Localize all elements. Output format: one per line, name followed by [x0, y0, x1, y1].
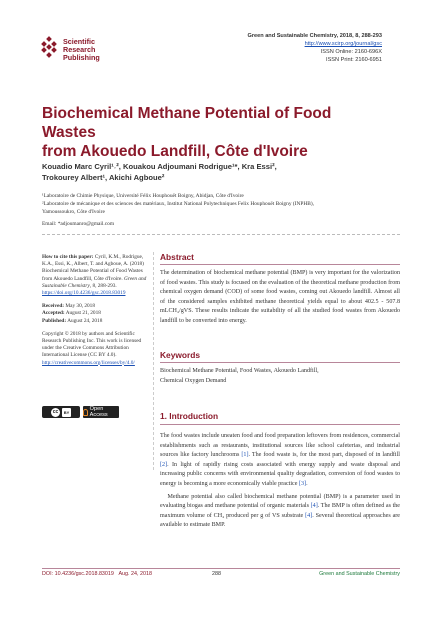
accepted-label: Accepted: — [42, 310, 65, 317]
publisher-name — [63, 38, 100, 62]
footer-journal: Green and Sustainable Chemistry — [319, 571, 400, 577]
reference-link[interactable]: [4] — [305, 512, 313, 519]
introduction-body — [160, 432, 400, 534]
license-badges — [42, 406, 119, 418]
column-divider — [153, 252, 154, 470]
dates — [42, 303, 150, 325]
publisher-name-line: Scientific — [63, 37, 95, 46]
issn-online: ISSN Online: 2160-696X — [320, 49, 382, 55]
keywords-line: Biochemical Methane Potential, Food Wastes, Akouedo Landfill, — [160, 368, 319, 374]
reference-link[interactable]: [3] — [298, 480, 307, 487]
article-title — [42, 104, 382, 161]
article-title-line: Biochemical Methane Potential of Food Wastes — [42, 105, 332, 141]
license-link[interactable]: http://creativecommons.org/licenses/by/4.0/ — [42, 359, 135, 366]
copyright — [42, 331, 150, 367]
keywords-list — [160, 367, 400, 386]
abstract-rule — [160, 264, 400, 265]
affiliation-2: ²Laboratoire de mécanique et des sciences des matériaux, Institut National Polytechniques Felix Houphouët Boigny (INPHB), — [42, 201, 314, 208]
page-number: 288 — [212, 571, 221, 577]
open-lock-icon — [83, 409, 88, 416]
introduction-heading: 1. Introduction — [160, 411, 219, 421]
cite-label: How to cite this paper: — [42, 254, 94, 260]
issn-print: ISSN Print: 2160-6951 — [326, 57, 382, 63]
text-run: Methane potential also called biochemical methane potential (BMP) is a parameter used in evaluating biogas and methane potential of organic materials — [160, 493, 400, 510]
open-access-label: Open Access — [89, 406, 108, 418]
author-list — [42, 161, 372, 183]
introduction-rule — [160, 424, 400, 425]
text-run: . The food waste is, for the most part, disposed of in landfill — [248, 452, 400, 459]
keywords-line: Chemical Oxygen Demand — [160, 377, 227, 384]
text-run: . In light of rapidly rising costs associated with energy supply and waste disposal and increasing public concerns with environmental quality degradation, conversion of food wastes to energy is becoming a more economically viable practice — [160, 461, 400, 487]
cc-by-badge[interactable] — [42, 406, 80, 418]
paragraph — [160, 493, 400, 531]
paragraph — [160, 432, 400, 490]
publisher-name-line: Publishing — [63, 53, 100, 62]
corresponding-email: Email: *adjoumanro@gmail.com — [42, 220, 115, 227]
abstract-heading: Abstract — [160, 252, 194, 262]
cc-icon: cc — [52, 409, 59, 415]
footer-rule — [42, 568, 400, 569]
reference-link[interactable]: [2] — [160, 461, 168, 468]
reference-link[interactable]: [1] — [241, 452, 249, 459]
abstract-text: The determination of biochemical methane potential (BMP) is very important for the valorization of food wastes. This study is focused on the evaluation of the theoretical methane production from chemical oxygen demand (COD) of some food wastes, coming out Akouedo landfill. Almost all of the considered samples exhibited methane theoretical yields equal to about 402.5 - 507.8 mLCH₄/gVS. These results indicate the suitability of all the studied food wastes from Akouedo landfill to be converted into energy. — [160, 270, 400, 324]
open-access-badge[interactable] — [83, 406, 119, 418]
keywords-rule — [160, 362, 400, 363]
text-run: The food wastes include uneaten food and food preparation leftovers from residences, commercial establishments such as restaurants, institutional sources like school cafeterias, and industrial sources like factory lunchrooms — [160, 433, 400, 459]
accepted-date: August 21, 2018 — [65, 310, 101, 317]
affiliation-1: ¹Laboratoire de Chimie Physique, Université Félix Houphouët Boigny, Abidjan, Côte d'Ivoire — [42, 193, 244, 199]
received-date: May 30, 2018 — [65, 303, 95, 310]
publisher-logo-icon — [38, 36, 60, 58]
text-run: . — [306, 480, 308, 487]
footer-doi — [42, 571, 152, 577]
text-run: . The BMP is often defined as the maximum volume of CH₄ produced per g of VS substrate — [160, 503, 401, 519]
published-label: Published: — [42, 317, 67, 324]
article-title-line: from Akouedo Landfill, Côte d'Ivoire — [42, 143, 308, 160]
affiliation-2-cont: Yamoussoukro, Côte d'Ivoire — [42, 209, 105, 216]
cite-text: Cyril, K.M., Rodrigue, K.A., Essi, K., Albert, T. and Agboue, A. (2018) Biochemical Methane Potential of Food Wastes from Akouedo Landfill, Côte d'Ivoire. — [42, 254, 144, 282]
reference-link[interactable]: [4] — [310, 503, 318, 510]
received-label: Received: — [42, 303, 65, 310]
text-run: . Several theoretical approaches are available to estimate BMP. — [160, 512, 401, 529]
journal-url-link[interactable]: http://www.scirp.org/journal/gsc — [304, 41, 382, 47]
cite-volume: , 8, 288-293. — [89, 282, 117, 289]
footer-doi-text: DOI: 10.4236/gsc.2018.83019 — [42, 571, 114, 577]
doi-link[interactable]: https://doi.org/10.4236/gsc.2018.83019 — [42, 290, 126, 297]
how-to-cite — [42, 254, 150, 297]
copyright-text: Copyright © 2018 by authors and Scientific Research Publishing Inc. This work is licensed under the Creative Commons Attribution International License (CC BY 4.0). — [42, 330, 142, 359]
footer-date: Aug. 24, 2018 — [118, 571, 153, 577]
publisher-name-line: Research — [63, 45, 96, 54]
authors-line: Trokourey Albert¹, Akichi Agboue² — [42, 173, 165, 182]
journal-header — [247, 32, 382, 64]
keywords-heading: Keywords — [160, 350, 201, 360]
divider — [42, 234, 400, 235]
journal-citation: Green and Sustainable Chemistry, 2018, 8, 288-293 — [247, 33, 382, 39]
by-icon: BY — [63, 409, 70, 415]
article-info-column — [42, 254, 150, 373]
authors-line: Kouadio Marc Cyril¹˒², Kouakou Adjoumani Rodrigue¹*, Kra Essi², — [42, 162, 277, 171]
cite-journal: Green and Sustainable Chemistry — [42, 275, 147, 289]
affiliations — [42, 192, 382, 228]
published-date: August 24, 2018 — [67, 317, 103, 324]
